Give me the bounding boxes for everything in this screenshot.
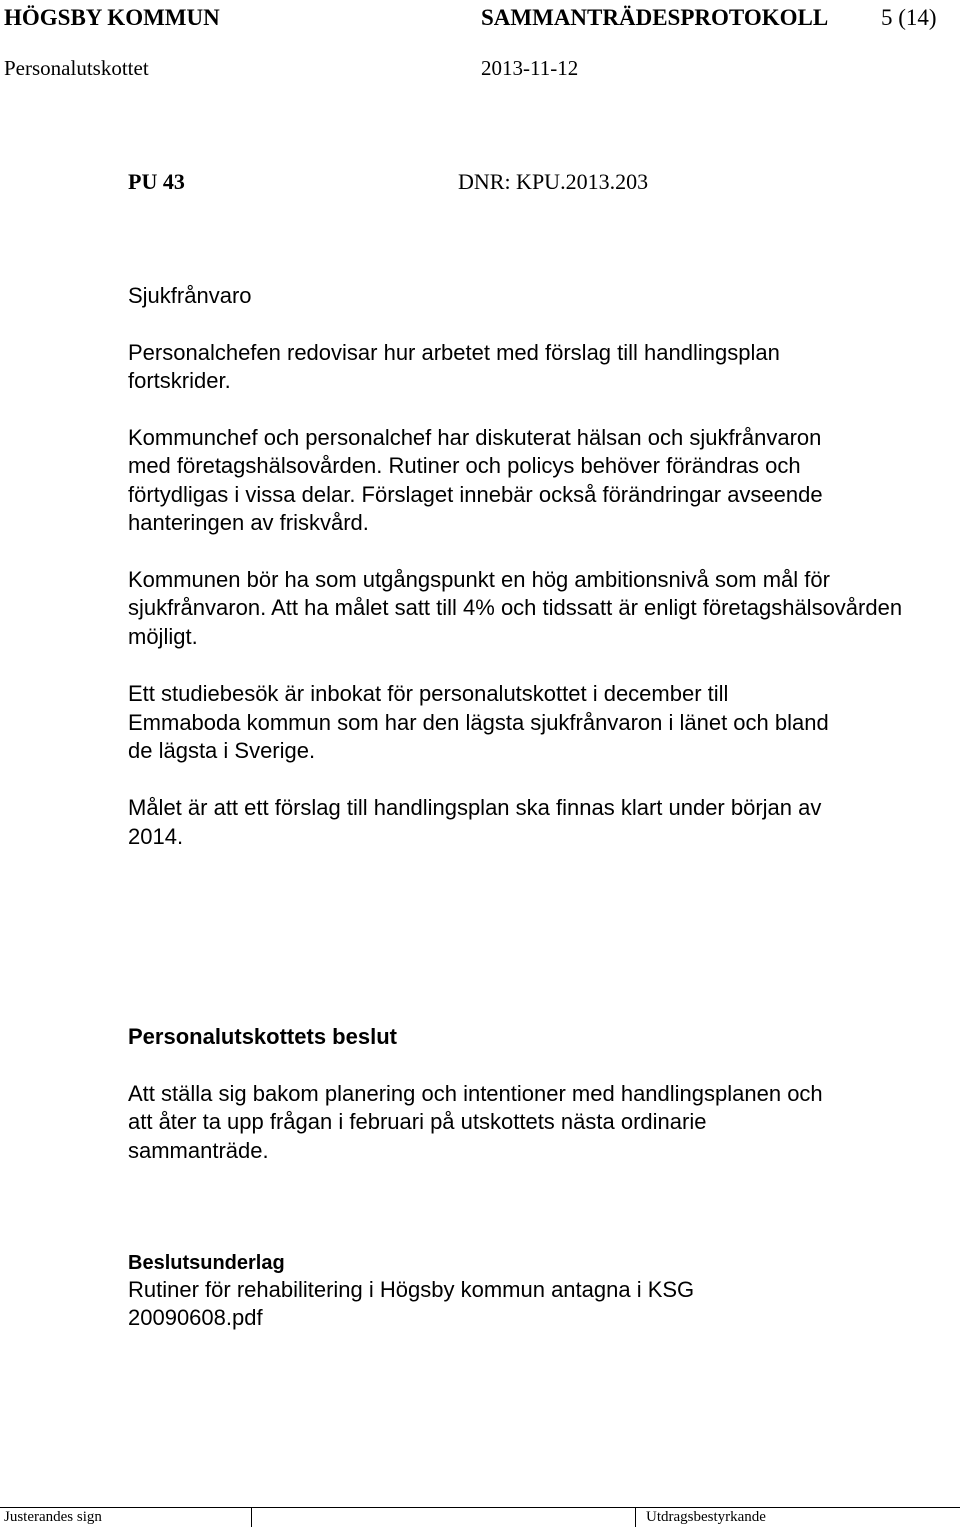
basis-title: Beslutsunderlag bbox=[128, 1252, 285, 1274]
topic-title: Sjukfrånvaro bbox=[128, 283, 252, 308]
paragraph-line: 2014. bbox=[128, 824, 184, 849]
footer-divider bbox=[635, 1507, 636, 1527]
basis-line: Rutiner för rehabilitering i Högsby kommun antagna i KSG bbox=[128, 1277, 695, 1302]
paragraph-line: förtydligas i vissa delar. Förslaget innebär också förändringar avseende bbox=[128, 482, 823, 507]
paragraph-line: Ett studiebesök är inbokat för personalutskottet i december till bbox=[128, 681, 729, 706]
paragraph-line: med företagshälsovården. Rutiner och policys behöver förändras och bbox=[128, 453, 801, 478]
paragraph-line: Emmaboda kommun som har den lägsta sjukfrånvaron i länet och bland bbox=[128, 710, 829, 735]
case-dnr: DNR: KPU.2013.203 bbox=[458, 169, 649, 194]
paragraph-line: Personalchefen redovisar hur arbetet med förslag till handlingsplan bbox=[128, 340, 780, 365]
paragraph-line: de lägsta i Sverige. bbox=[128, 738, 316, 763]
paragraph-line: sjukfrånvaron. Att ha målet satt till 4% och tidssatt är enligt företagshälsovården bbox=[128, 595, 903, 620]
decision-line: Att ställa sig bakom planering och intentioner med handlingsplanen och bbox=[128, 1081, 823, 1106]
footer-divider bbox=[251, 1507, 252, 1527]
footer-utdrag-label: Utdragsbestyrkande bbox=[646, 1509, 766, 1525]
decision-line: sammanträde. bbox=[128, 1138, 269, 1163]
footer-rule bbox=[0, 1507, 960, 1508]
paragraph-line: Kommunen bör ha som utgångspunkt en hög ambitionsnivå som mål för bbox=[128, 567, 830, 592]
footer-justering-label: Justerandes sign bbox=[4, 1509, 102, 1525]
municipality-name: HÖGSBY KOMMUN bbox=[4, 5, 220, 30]
document-type: SAMMANTRÄDESPROTOKOLL bbox=[481, 5, 829, 30]
paragraph-line: möjligt. bbox=[128, 624, 198, 649]
paragraph-line: hanteringen av friskvård. bbox=[128, 510, 369, 535]
paragraph-line: Målet är att ett förslag till handlingsplan ska finnas klart under början av bbox=[128, 795, 822, 820]
paragraph-line: Kommunchef och personalchef har diskuterat hälsan och sjukfrånvaron bbox=[128, 425, 822, 450]
paragraph-line: fortskrider. bbox=[128, 368, 231, 393]
meeting-date: 2013-11-12 bbox=[481, 56, 579, 80]
page-number: 5 (14) bbox=[881, 5, 937, 30]
decision-line: att åter ta upp frågan i februari på utskottets nästa ordinarie bbox=[128, 1109, 707, 1134]
committee-name: Personalutskottet bbox=[4, 56, 149, 80]
basis-line: 20090608.pdf bbox=[128, 1305, 263, 1330]
decision-title: Personalutskottets beslut bbox=[128, 1024, 397, 1049]
case-number: PU 43 bbox=[128, 169, 185, 194]
